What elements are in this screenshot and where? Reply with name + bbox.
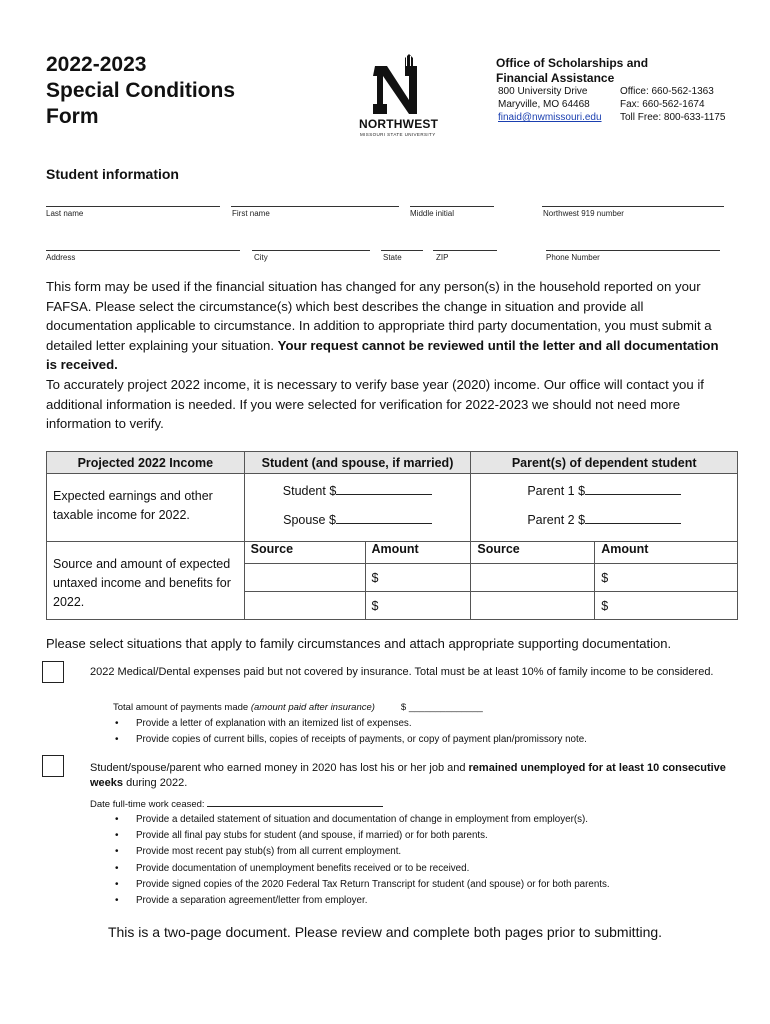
student-amount-header: Amount [365, 542, 471, 564]
student-income-line[interactable]: Student $ [245, 477, 471, 506]
student-income-cell [244, 474, 471, 542]
logo-subtext: MISSOURI STATE UNIVERSITY [360, 132, 436, 137]
list-item: • Provide a separation agreement/letter from employer. [113, 893, 610, 909]
zip-field[interactable] [433, 250, 497, 251]
income-table [46, 451, 738, 620]
city-field[interactable] [252, 250, 370, 251]
parent-source-2[interactable] [471, 592, 595, 620]
office-title-line: Office of Scholarships and [496, 56, 649, 70]
parent2-income-line[interactable]: Parent 2 $ [471, 506, 737, 535]
footer-note: This is a two-page document. Please review and complete both pages prior to submitting. [107, 924, 663, 940]
medical-bullets [113, 716, 587, 748]
header-student: Student (and spouse, if married) [244, 452, 471, 474]
list-item: • Provide copies of current bills, copies of receipts of payments, or copy of payment plan/promissory note. [113, 732, 587, 748]
medical-expenses-checkbox[interactable] [42, 661, 64, 683]
parent-source-header: Source [471, 542, 595, 564]
northwest-919-label: Northwest 919 number [543, 209, 624, 218]
list-item: • Provide a detailed statement of situation and documentation of change in employment from employer(s). [113, 812, 610, 828]
last-name-label: Last name [46, 209, 84, 218]
parent-amount-1[interactable]: $ [595, 564, 738, 592]
northwest-919-field[interactable] [542, 206, 724, 207]
list-item: • Provide all final pay stubs for student (and spouse, if married) or for both parents. [113, 828, 610, 844]
phone-line: Toll Free: 800-633-1175 [620, 112, 726, 123]
spouse-income-line[interactable]: Spouse $ [245, 506, 471, 535]
city-label: City [254, 253, 268, 262]
student-info-heading: Student information [46, 166, 179, 182]
office-title-line: Financial Assistance [496, 71, 615, 85]
state-field[interactable] [381, 250, 423, 251]
zip-label: ZIP [436, 253, 449, 262]
review-warning: Your request cannot be reviewed until the letter and all documentation is received. [46, 337, 719, 373]
office-address [498, 85, 602, 124]
first-name-label: First name [232, 209, 270, 218]
student-amount-1[interactable]: $ [365, 564, 471, 592]
address-line: 800 University Drive [498, 86, 588, 97]
payments-line: Total amount of payments made (amount paid after insurance) $ ______________ [113, 702, 483, 713]
student-source-1[interactable] [244, 564, 365, 592]
first-name-field[interactable] [231, 206, 399, 207]
middle-initial-field[interactable] [410, 206, 494, 207]
unemployment-bullets [113, 812, 610, 909]
list-item: • Provide documentation of unemployment benefits received or to be received. [113, 861, 610, 877]
parent-source-1[interactable] [471, 564, 595, 592]
parent-income-cell [471, 474, 738, 542]
state-label: State [383, 253, 402, 262]
title-line-name: Special Conditions [46, 79, 236, 102]
phone-line: Office: 660-562-1363 [620, 86, 714, 97]
instructions-paragraph-1: This form may be used if the financial situation has changed for any person(s) in the household reported on your FAFSA. Please select the circumstance(s) which best describes the change in situation and provide all documentation applicable to circumstance. In addition to appropriate third party documentation, you must submit a detailed letter explaining your situation. Your request cannot be reviewed until the letter and all documentation is received. [46, 279, 719, 373]
date-ceased-line: Date full-time work ceased: [90, 797, 383, 810]
phone-label: Phone Number [546, 253, 600, 262]
unemployment-text: Student/spouse/parent who earned money in 2020 has lost his or her job and remained unemployed for at least 10 consecutive weeks during 2022. [90, 762, 726, 789]
address-line: Maryville, MO 64468 [498, 99, 590, 110]
untaxed-income-label: Source and amount of expected untaxed income and benefits for 2022. [47, 542, 245, 620]
logo-wordmark: NORTHWEST [359, 117, 439, 131]
medical-expenses-text: 2022 Medical/Dental expenses paid but not covered by insurance. Total must be at least 10% of family income to be considered. [90, 666, 714, 678]
situations-intro: Please select situations that apply to family circumstances and attach appropriate supporting documentation. [46, 636, 672, 651]
form-title [46, 52, 235, 130]
office-title [496, 56, 648, 86]
header-projected-income: Projected 2022 Income [47, 452, 245, 474]
parent-amount-2[interactable]: $ [595, 592, 738, 620]
student-source-header: Source [244, 542, 365, 564]
phone-field[interactable] [546, 250, 720, 251]
payments-amount-field[interactable]: $ ______________ [400, 702, 483, 713]
unemployment-checkbox[interactable] [42, 755, 64, 777]
list-item: • Provide a letter of explanation with an itemized list of expenses. [113, 716, 587, 732]
student-source-2[interactable] [244, 592, 365, 620]
phone-line: Fax: 660-562-1674 [620, 99, 705, 110]
list-item: • Provide most recent pay stub(s) from all current employment. [113, 844, 610, 860]
title-line-year: 2022-2023 [46, 53, 147, 76]
address-label: Address [46, 253, 76, 262]
address-field[interactable] [46, 250, 240, 251]
student-amount-2[interactable]: $ [365, 592, 471, 620]
office-phones [620, 85, 725, 124]
date-ceased-field[interactable] [207, 797, 383, 807]
instructions-paragraph-2: To accurately project 2022 income, it is necessary to verify base year (2020) income. Our office will contact you if additional information is needed. If you were selected for verification for 2022-2023 we should not need more information to verify. [46, 376, 704, 432]
email-link[interactable]: finaid@nwmissouri.edu [498, 112, 602, 123]
parent-amount-header: Amount [595, 542, 738, 564]
instructions-text [46, 277, 726, 434]
header-parent: Parent(s) of dependent student [471, 452, 738, 474]
parent1-income-line[interactable]: Parent 1 $ [471, 477, 737, 506]
last-name-field[interactable] [46, 206, 220, 207]
title-line-form: Form [46, 105, 99, 128]
taxable-income-label: Expected earnings and other taxable income for 2022. [47, 474, 245, 542]
list-item: • Provide signed copies of the 2020 Federal Tax Return Transcript for student (and spouse) or for both parents. [113, 877, 610, 893]
middle-initial-label: Middle initial [410, 209, 455, 218]
